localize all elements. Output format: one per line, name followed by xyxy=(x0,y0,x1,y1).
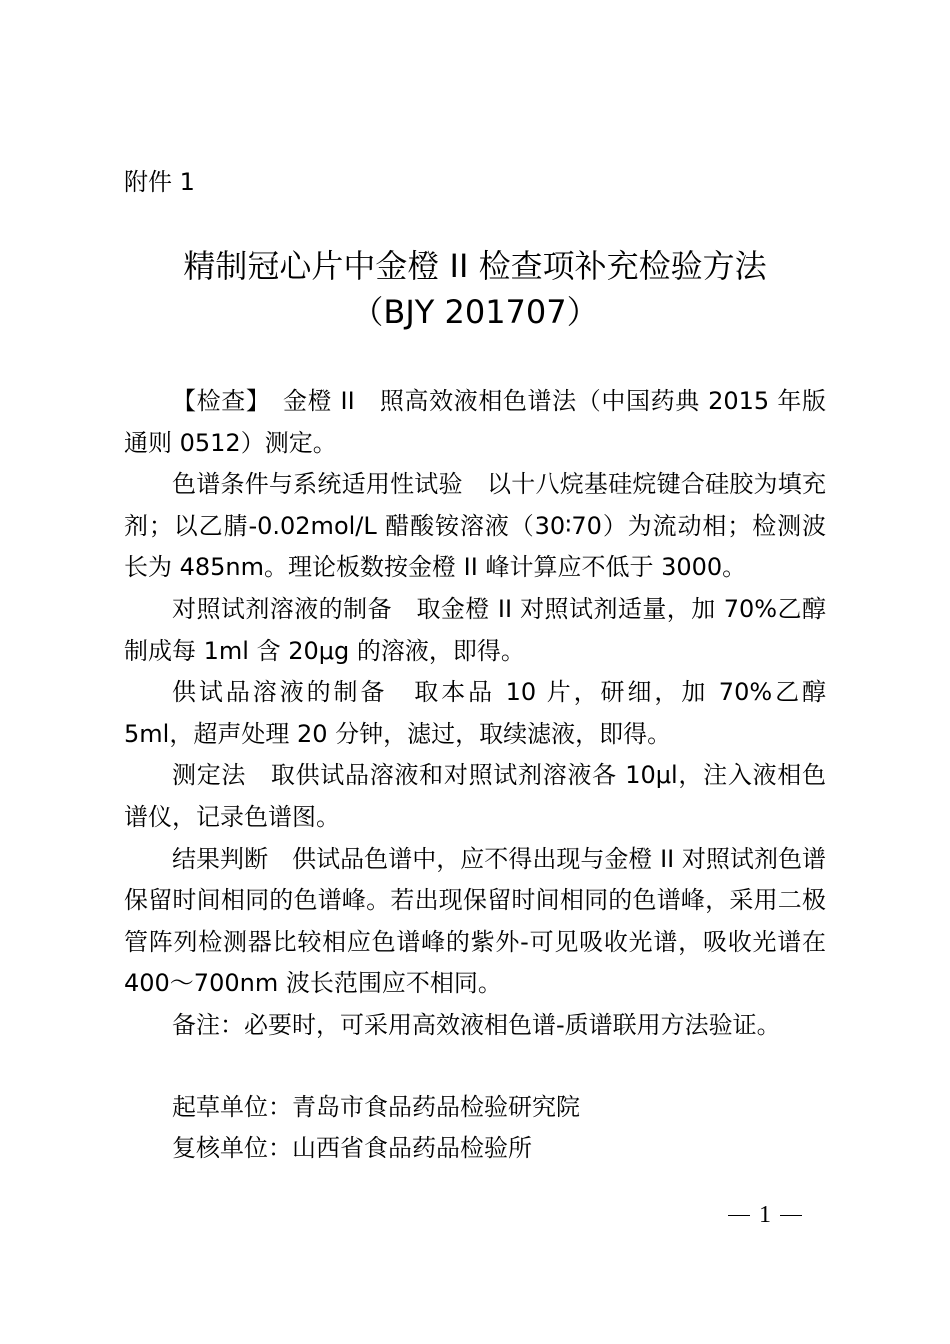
document-title: 精制冠心片中金橙 II 检查项补充检验方法 xyxy=(183,247,767,285)
document-code: （BJY 201707） xyxy=(351,293,599,331)
paragraph-reference-solution: 对照试剂溶液的制备 取金橙 II 对照试剂适量，加 70%乙醇制成每 1ml 含 20μg 的溶液，即得。 xyxy=(124,594,826,665)
paragraph-procedure: 测定法 取供试品溶液和对照试剂溶液各 10μl，注入液相色谱仪，记录色谱图。 xyxy=(124,761,826,831)
paragraph-remark: 备注：必要时，可采用高效液相色谱-质谱联用方法验证。 xyxy=(172,1010,781,1039)
page-footer xyxy=(700,1198,830,1231)
footer-dash-left xyxy=(728,1215,750,1216)
review-unit: 复核单位：山西省食品药品检验所 xyxy=(172,1134,532,1162)
page-number: 1 xyxy=(759,1202,771,1229)
document-body xyxy=(124,381,826,1047)
paragraph-chromatographic-conditions: 色谱条件与系统适用性试验 以十八烷基硅烷键合硅胶为填充剂；以乙腈-0.02mol/L 醋酸铵溶液（30∶70）为流动相；检测波长为 485nm。理论板数按金橙 II 峰计算应不低于 3000。 xyxy=(124,470,826,582)
drafting-unit: 起草单位：青岛市食品药品检验研究院 xyxy=(172,1093,580,1121)
paragraph-inspection: 【检查】 金橙 II 照高效液相色谱法（中国药典 2015 年版通则 0512）测定。 xyxy=(124,387,826,457)
footer-dash-right xyxy=(780,1215,802,1216)
paragraph-test-solution: 供试品溶液的制备 取本品 10 片，研细，加 70%乙醇 5ml，超声处理 20 分钟，滤过，取续滤液，即得。 xyxy=(124,678,826,748)
annex-label: 附件 1 xyxy=(124,168,195,196)
paragraph-result-judgement: 结果判断 供试品色谱中，应不得出现与金橙 II 对照试剂色谱保留时间相同的色谱峰。若出现保留时间相同的色谱峰，采用二极管阵列检测器比较相应色谱峰的紫外-可见吸收光谱，吸收光谱在 400～700nm 波长范围应不相同。 xyxy=(124,844,826,998)
